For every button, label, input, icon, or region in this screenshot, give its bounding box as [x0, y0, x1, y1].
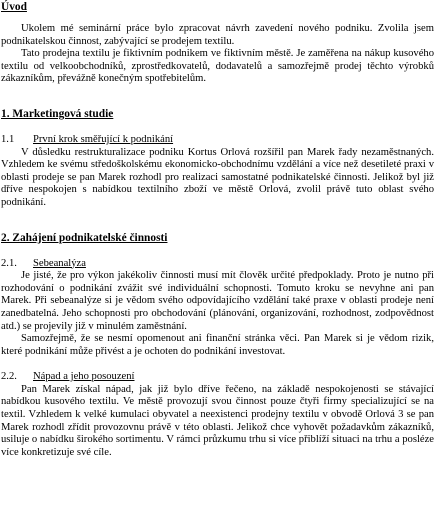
section-2-1-paragraph-1: Je jisté, že pro výkon jakékoliv činnosti musí mít člověk určité předpoklady. Proto je nutno při rozhodování o podnikání zvážit své individuální schopnosti. Tomuto kroku se nevyhne ani pan Marek. Při sebeanalýze si je vědom svého odpovídajícího vzdělání také praxe v oblasti prodeje není zanedbatelná. Jeho schopnosti pro obchodování (plánování, organizování, rozhodnost, zodpovědnost atd.) se projevily již v minulém zaměstnání.	[1, 270, 434, 332]
spacer	[1, 86, 434, 108]
subheading-number: 2.2.	[1, 371, 17, 383]
subheading-title: Sebeanalýza	[33, 257, 86, 269]
heading-business-start: 2. Zahájení podnikatelské činnosti	[1, 231, 168, 244]
subheading-title: První krok směřující k podnikání	[33, 133, 174, 145]
spacer	[1, 121, 434, 134]
spacer	[1, 358, 434, 371]
subheading-1-1	[1, 134, 434, 147]
spacer	[1, 245, 434, 258]
heading-marketing-study: 1. Marketingová studie	[1, 107, 114, 120]
intro-paragraph-1: Ukolem mé seminární práce bylo zpracovat návrh zavedení nového podniku. Zvolila jsem podnikatelskou činnost, zabývající se prodejem textilu.	[1, 23, 434, 47]
heading-intro: Úvod	[1, 1, 27, 13]
subheading-2-2	[1, 371, 434, 384]
subheading-title: Nápad a jeho posouzení	[33, 371, 135, 383]
spacer	[1, 14, 434, 23]
section-1-1-paragraph: V důsledku restrukturalizace podniku Kortus Orlová rozšířil pan Marek řady nezaměstnaných. Vzhledem ke svému středoškolskému ekonomicko-obchodnímu vzdělání a více než desetileté praxi v oblasti prodeje se pan Marek rozhodl pro realizaci samostatné podnikatelské činnosti. Jelikož byl již dříve nespokojen s nabídkou textilního zboží ve městě Orlová, zvolil právě tuto oblast svého podnikání.	[1, 146, 434, 208]
subheading-number: 2.1.	[1, 257, 17, 269]
intro-paragraph-2: Tato prodejna textilu je fiktivním podnikem ve fiktivním městě. Je zaměřena na nákup kusového textilu od velkoobchodníků, zprostředkovatelů, dodavatelů a samozřejmě prodej těchto výrobků zákazníkům, převážně konečným spotřebitelům.	[1, 48, 434, 85]
section-2-2-paragraph: Pan Marek získal nápad, jak již bylo dříve řečeno, na základě nespokojenosti se stávající nabídkou kusového textilu. Ve městě provozují svou činnost pouze čtyři firmy specializující se na textil. Vzhledem k velké kumulaci obyvatel a neexistenci prodejny textilu v obvodě Orlová 3 se pan Marek rozhodl zřídit provozovnu právě v této oblasti. Jelikož chce vyhovět požadavkům zákazníků, usiluje o nabídku širokého sortimentu. V rámci průzkumu trhu si více přiblíží situaci na trhu a posléze více konkretizuje své cíle.	[1, 383, 434, 458]
section-2-1-paragraph-2: Samozřejmě, že se nesmí opomenout ani finanční stránka věci. Pan Marek si je vědom rizik, které podnikání může přivést a je ochoten do podnikání investovat.	[1, 333, 434, 357]
spacer	[1, 210, 434, 232]
subheading-2-1	[1, 258, 434, 271]
subheading-number: 1.1	[1, 133, 15, 145]
